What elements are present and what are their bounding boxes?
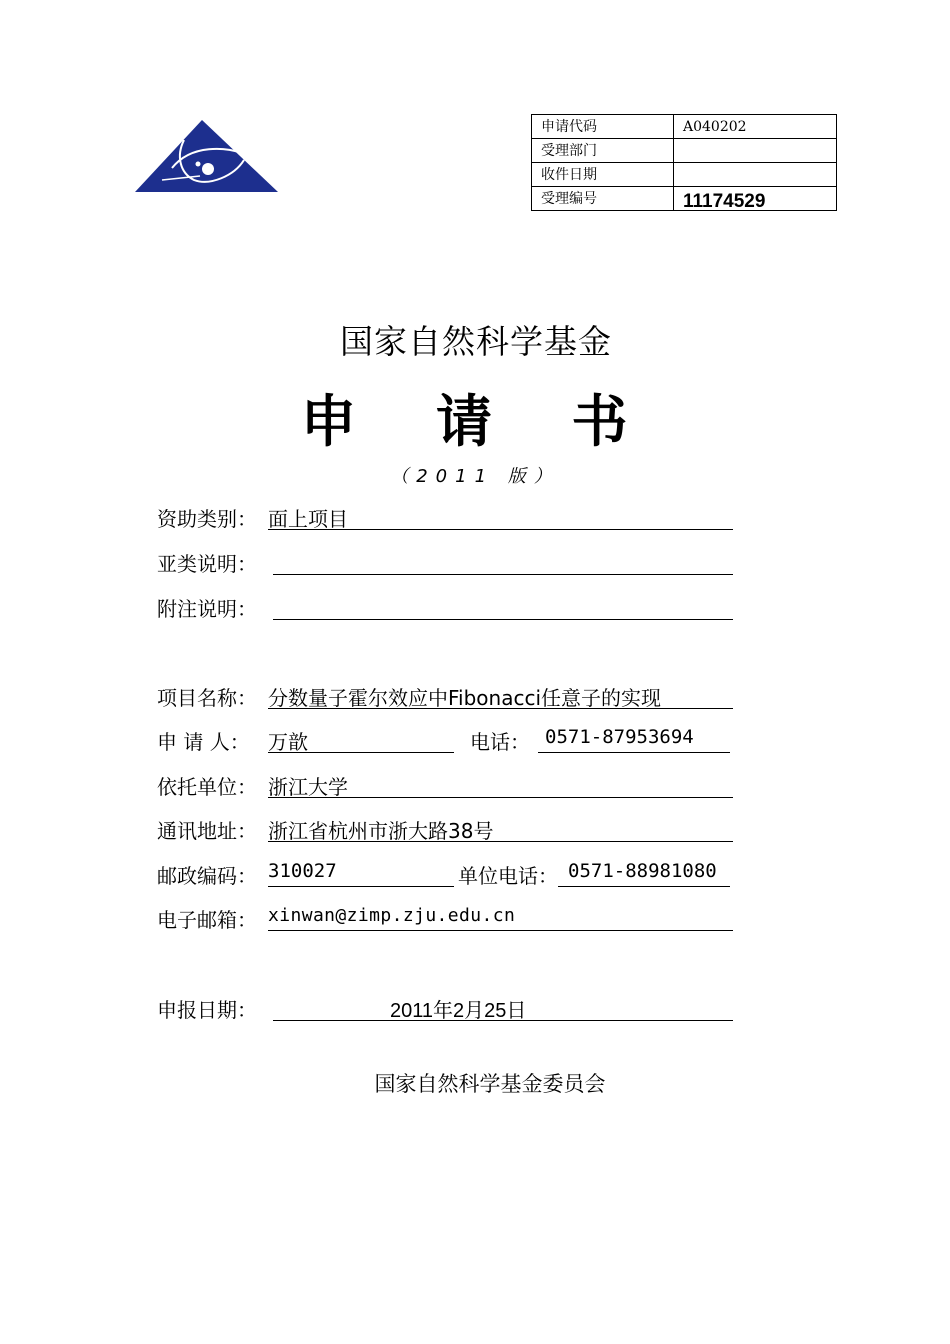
acceptance-info-table xyxy=(531,114,837,211)
funding-category-value: 面上项目 xyxy=(268,507,348,531)
unit-phone-value: 0571-88981080 xyxy=(568,860,717,882)
postcode-label: 邮政编码： xyxy=(157,864,257,888)
institution-label: 依托单位： xyxy=(157,775,257,799)
table-row xyxy=(532,115,837,139)
project-name-label: 项目名称： xyxy=(157,686,257,710)
receiving-department-label: 受理部门 xyxy=(532,139,674,163)
document-title-text: 申 请 书 xyxy=(300,389,658,455)
application-code-value: A040202 xyxy=(674,115,837,139)
subcategory-underline xyxy=(273,574,733,575)
foundation-title xyxy=(0,316,950,363)
funding-category-underline xyxy=(268,529,733,530)
application-code-label: 申请代码 xyxy=(532,115,674,139)
project-name-value: 分数量子霍尔效应中Fibonacci任意子的实现 xyxy=(268,686,662,710)
receiving-department-value xyxy=(674,139,837,163)
nsfc-logo xyxy=(132,118,282,198)
applicant-label: 申 请 人： xyxy=(157,730,250,754)
table-row xyxy=(532,187,837,211)
submission-date-label: 申报日期： xyxy=(157,998,257,1022)
address-label: 通讯地址： xyxy=(157,819,257,843)
institution-value: 浙江大学 xyxy=(268,775,348,799)
email-value: xinwan@zimp.zju.edu.cn xyxy=(268,905,516,926)
table-row xyxy=(532,163,837,187)
received-date-value xyxy=(674,163,837,187)
table-row xyxy=(532,139,837,163)
note-label: 附注说明： xyxy=(157,597,257,621)
foundation-title-text: 国家自然科学基金 xyxy=(340,322,612,361)
postcode-underline xyxy=(268,886,454,887)
applicant-underline xyxy=(268,752,454,753)
unit-phone-label: 单位电话： xyxy=(458,864,558,888)
phone-label: 电话： xyxy=(470,730,530,754)
funding-category-label: 资助类别： xyxy=(157,507,257,531)
institution-underline xyxy=(268,797,733,798)
email-label: 电子邮箱： xyxy=(157,908,257,932)
applicant-value: 万歆 xyxy=(268,730,308,754)
postcode-value: 310027 xyxy=(268,860,337,882)
unit-phone-underline xyxy=(558,886,730,887)
address-underline xyxy=(268,841,733,842)
footer-organization-text: 国家自然科学基金委员会 xyxy=(374,1072,606,1096)
edition-label xyxy=(0,462,950,488)
acceptance-number-label: 受理编号 xyxy=(532,187,674,211)
subcategory-label: 亚类说明： xyxy=(157,552,257,576)
email-underline xyxy=(268,930,733,931)
edition-label-text: （2011 版） xyxy=(390,466,560,487)
received-date-label: 收件日期 xyxy=(532,163,674,187)
phone-value: 0571-87953694 xyxy=(545,726,694,748)
phone-underline xyxy=(538,752,730,753)
acceptance-number-value: 11174529 xyxy=(674,187,837,211)
project-name-underline xyxy=(268,708,733,709)
address-value: 浙江省杭州市浙大路38号 xyxy=(268,819,494,843)
footer-organization xyxy=(0,1068,950,1098)
document-title xyxy=(0,378,950,458)
note-underline xyxy=(273,619,733,620)
submission-date-value: 2011年2月25日 xyxy=(390,1000,527,1022)
submission-date-underline xyxy=(273,1020,733,1021)
